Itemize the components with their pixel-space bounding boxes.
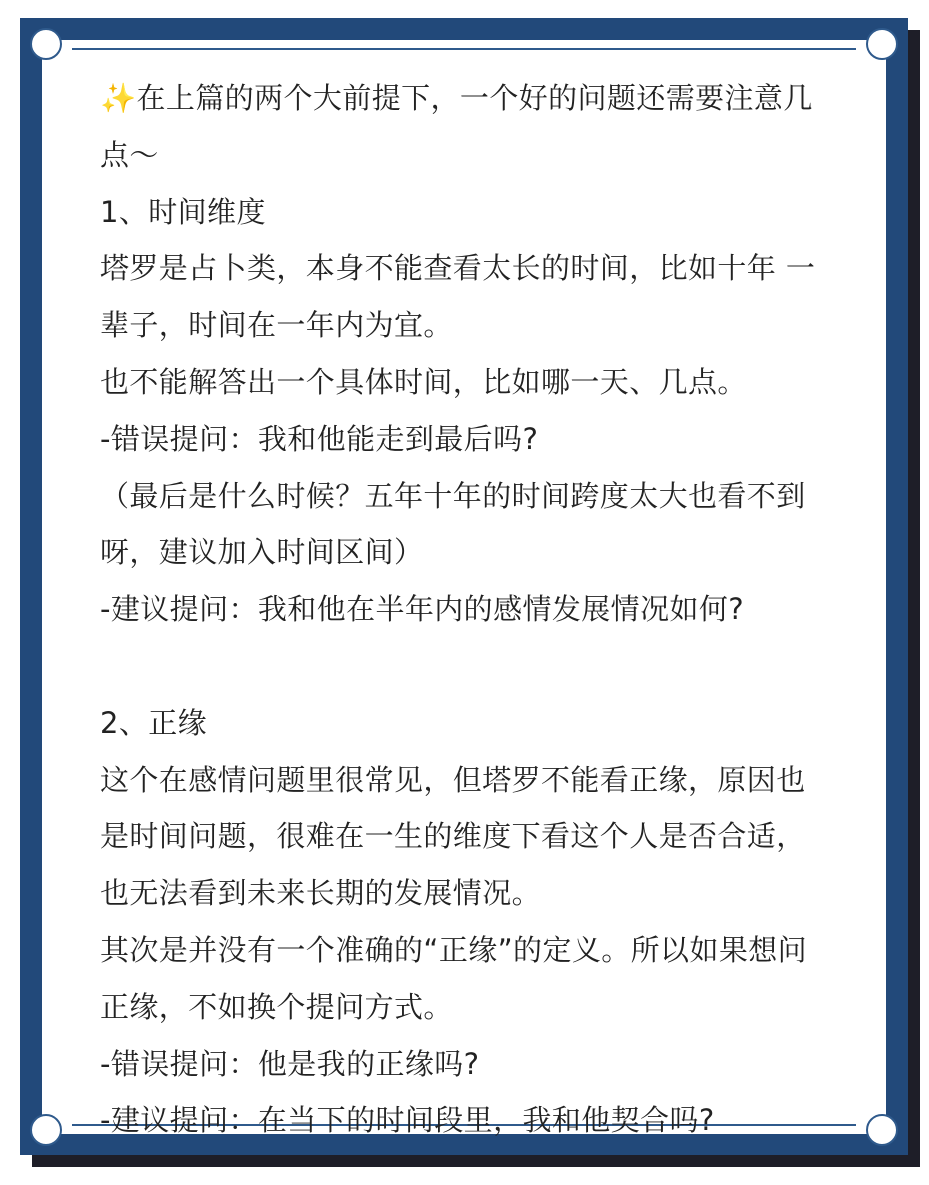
section-1-suggested-question: -建议提问：我和他在半年内的感情发展情况如何? — [100, 592, 745, 627]
section-2-paragraph-line-4: 其次是并没有一个准确的“正缘”的定义。所以如果想问 — [100, 932, 808, 967]
section-2-paragraph-line-2: 是时间问题，很难在一生的维度下看这个人是否合适， — [100, 819, 806, 854]
section-2-paragraph-line-3: 也无法看到未来长期的发展情况。 — [100, 876, 542, 911]
top-border-line — [72, 48, 856, 62]
section-2-paragraph-line-1: 这个在感情问题里很常见，但塔罗不能看正缘，原因也 — [100, 762, 806, 797]
section-2-suggested-question: -建议提问：在当下的时间段里，我和他契合吗? — [100, 1103, 715, 1138]
intro-text-1: 在上篇的两个大前提下，一个好的问题还需要注意几 — [136, 81, 813, 115]
section-1-note-line-1: （最后是什么时候？五年十年的时间跨度太大也看不到 — [100, 478, 806, 513]
section-1-paragraph-line-2: 辈子，时间在一年内为宜。 — [100, 308, 453, 343]
section-1-paragraph-line-1: 塔罗是占卜类，本身不能查看太长的时间，比如十年 一 — [100, 251, 816, 286]
corner-ornament-bottom-left — [30, 1114, 62, 1146]
section-1-note-line-2: 呀，建议加入时间区间） — [100, 535, 424, 570]
section-1-heading: 1、时间维度 — [100, 194, 266, 229]
intro-line-2: 点～ — [100, 137, 159, 172]
section-2-paragraph-line-5: 正缘，不如换个提问方式。 — [100, 989, 453, 1024]
content-card — [42, 40, 886, 1138]
article-body — [100, 70, 860, 1149]
blank-line — [100, 638, 860, 695]
section-1-wrong-question: -错误提问：我和他能走到最后吗? — [100, 421, 539, 456]
section-1-paragraph-line-3: 也不能解答出一个具体时间，比如哪一天、几点。 — [100, 364, 747, 399]
corner-ornament-bottom-right — [866, 1114, 898, 1146]
corner-ornament-top-left — [30, 28, 62, 60]
section-2-heading: 2、正缘 — [100, 705, 208, 740]
section-2-wrong-question: -错误提问：他是我的正缘吗? — [100, 1046, 480, 1081]
intro-line-1 — [100, 70, 860, 127]
corner-ornament-top-right — [866, 28, 898, 60]
sparkles-icon: ✨ — [100, 81, 137, 115]
